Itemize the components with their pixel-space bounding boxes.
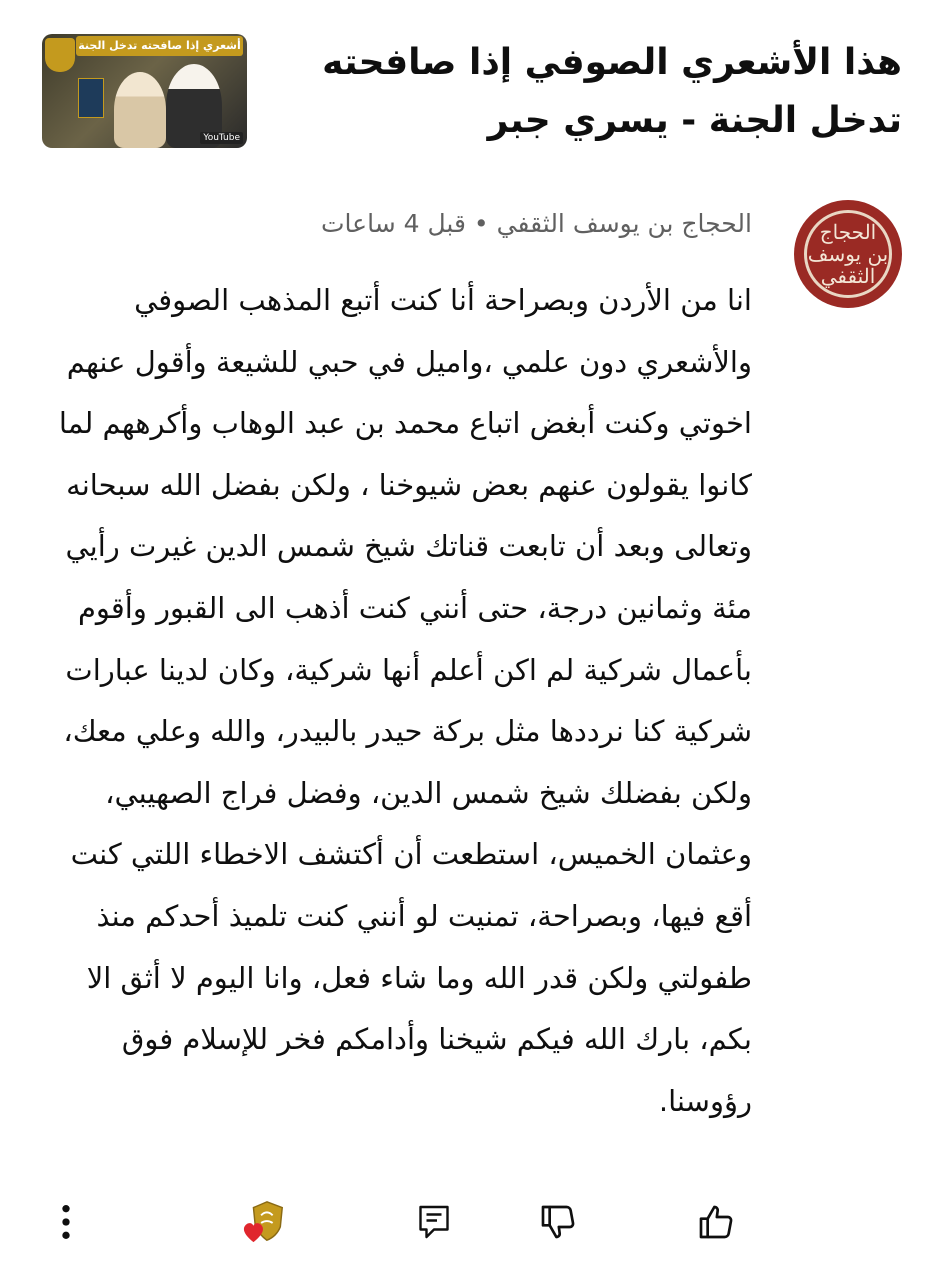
comment-author[interactable]: الحجاج بن يوسف الثقفي	[496, 209, 752, 238]
youtube-watermark: YouTube	[200, 132, 243, 144]
avatar-calligraphy: الحجاج بن يوسف الثقفي	[804, 210, 892, 298]
thumbs-up-icon	[696, 1202, 736, 1242]
video-title[interactable]: هذا الأشعري الصوفي إذا صافحته تدخل الجنة - يسري جبر	[322, 42, 902, 141]
reply-icon	[416, 1202, 452, 1242]
video-thumbnail[interactable]	[42, 34, 247, 148]
avatar[interactable]	[794, 200, 902, 308]
creator-heart-badge	[240, 1196, 288, 1248]
comment-time: قبل 4 ساعات	[321, 209, 466, 238]
meta-separator: •	[473, 209, 489, 238]
comment-body	[40, 200, 752, 1132]
more-options-button[interactable]	[42, 1196, 90, 1248]
dislike-button[interactable]	[534, 1196, 582, 1248]
creator-heart-icon	[240, 1197, 288, 1247]
book-icon	[78, 78, 104, 118]
thumbnail-banner: أشعري إذا صافحته تدخل الجنة	[76, 36, 243, 56]
thumbs-down-icon	[538, 1202, 578, 1242]
video-header	[42, 34, 902, 152]
more-vertical-icon	[56, 1202, 76, 1242]
comment-action-bar	[40, 1196, 900, 1252]
thumbnail-person-left	[114, 72, 166, 148]
comment-text: انا من الأردن وبصراحة أنا كنت أتبع المذهب الصوفي والأشعري دون علمي ،واميل في حبي للشيعة وأقول عنهم اخوتي وكنت أبغض اتباع محمد بن عبد الوهاب وأكرههم لما كانوا يقولون عنهم بعض شيوخنا ، ولكن بفضل الله سبحانه وتعالى وبعد أن تابعت قناتك شيخ شمس الدين غيرت رأيي مئة وثمانين درجة، حتى أنني كنت أذهب الى القبور وأقوم بأعمال شركية لم اكن أعلم أنها شركية، وكان لدينا عبارات شركية كنا نرددها مثل بركة حيدر بالبيدر، والله وعلي معك، ولكن بفضلك شيخ شمس الدين، وفضل فراج الصهيبي، وعثمان الخميس، استطعت أن أكتشف الاخطاء اللتي كنت أقع فيها، وبصراحة، تمنيت لو أنني كنت تلميذ أحدكم منذ طفولتي ولكن قدر الله وما شاء فعل، وانا اليوم لا أثق الا بكم، بارك الله فيكم شيخنا وأدامكم فخر للإسلام فوق رؤوسنا.	[58, 283, 752, 1118]
like-button[interactable]	[692, 1196, 740, 1248]
reply-button[interactable]	[410, 1196, 458, 1248]
channel-logo-icon	[45, 38, 75, 72]
comment-meta	[40, 200, 752, 248]
